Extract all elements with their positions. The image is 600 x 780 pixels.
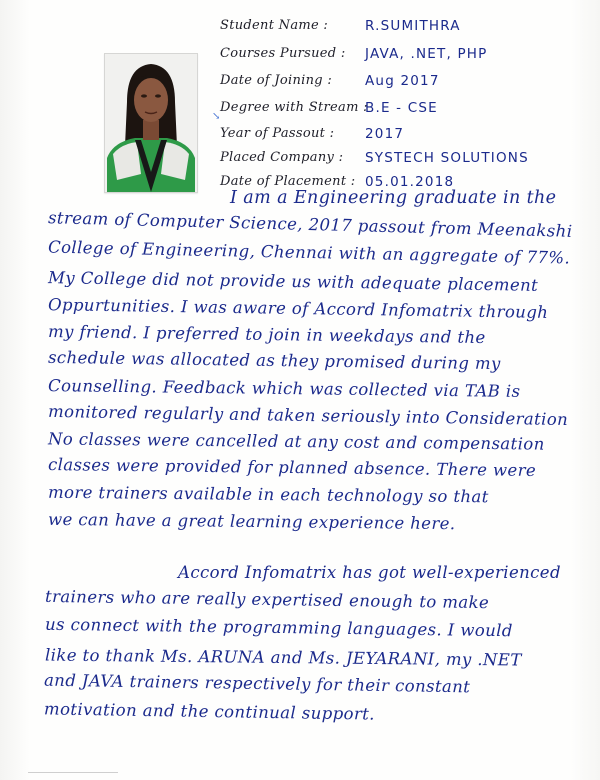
info-value: 2017 [365,126,405,142]
paragraph-line: we can have a great learning experience here. [47,509,456,534]
paragraph-line: I am a Engineering graduate in the [230,188,557,208]
portrait-image [105,54,197,192]
paragraph-line: No classes were cancelled at any cost and compensation [47,429,545,454]
paragraph-line: Oppurtunities. I was aware of Accord Infomatrix through [47,295,549,322]
paragraph-line: trainers who are really expertised enough to make [44,586,490,613]
info-label: Placed Company : [220,150,344,165]
info-value: 05.01.2018 [365,174,455,190]
info-label: Student Name : [220,18,329,33]
paragraph-line: my friend. I preferred to join in weekdays and the [47,321,486,348]
info-value: R.SUMITHRA [365,18,461,34]
info-value: B.E - CSE [365,100,438,116]
paragraph-line: schedule was allocated as they promised during my [47,347,501,374]
paragraph-line: like to thank Ms. ARUNA and Ms. JEYARANI, my .NET [44,645,522,670]
student-photo [104,53,198,193]
paragraph-line: classes were provided for planned absence. There were [47,455,537,480]
paragraph-line: monitored regularly and taken seriously into Consideration [47,401,569,430]
info-label: Year of Passout : [220,126,335,141]
pen-mark: ↘ [212,111,221,122]
info-label: Courses Pursued : [220,46,346,61]
scan-edge-mark [28,772,118,773]
paragraph-line: more trainers available in each technology so that [47,482,489,507]
paragraph-line: Accord Infomatrix has got well-experienced [178,563,561,582]
info-label: Degree with Stream : [220,100,368,115]
paragraph-line: My College did not provide us with adequate placement [47,268,539,295]
info-label: Date of Joining : [220,73,333,88]
paragraph-line: Counselling. Feedback which was collected via TAB is [47,376,521,401]
paragraph-line: College of Engineering, Chennai with an aggregate of 77%. [47,237,571,268]
info-value: SYSTECH SOLUTIONS [365,150,529,166]
info-value: Aug 2017 [365,73,440,89]
paragraph-line: and JAVA trainers respectively for their constant [43,670,471,697]
info-value: JAVA, .NET, PHP [365,46,488,62]
paragraph-line: motivation and the continual support. [43,699,376,724]
paragraph-line: stream of Computer Science, 2017 passout from Meenakshi [47,208,573,241]
paragraph-line: us connect with the programming languages. I would [44,614,513,641]
info-label: Date of Placement : [220,174,356,189]
